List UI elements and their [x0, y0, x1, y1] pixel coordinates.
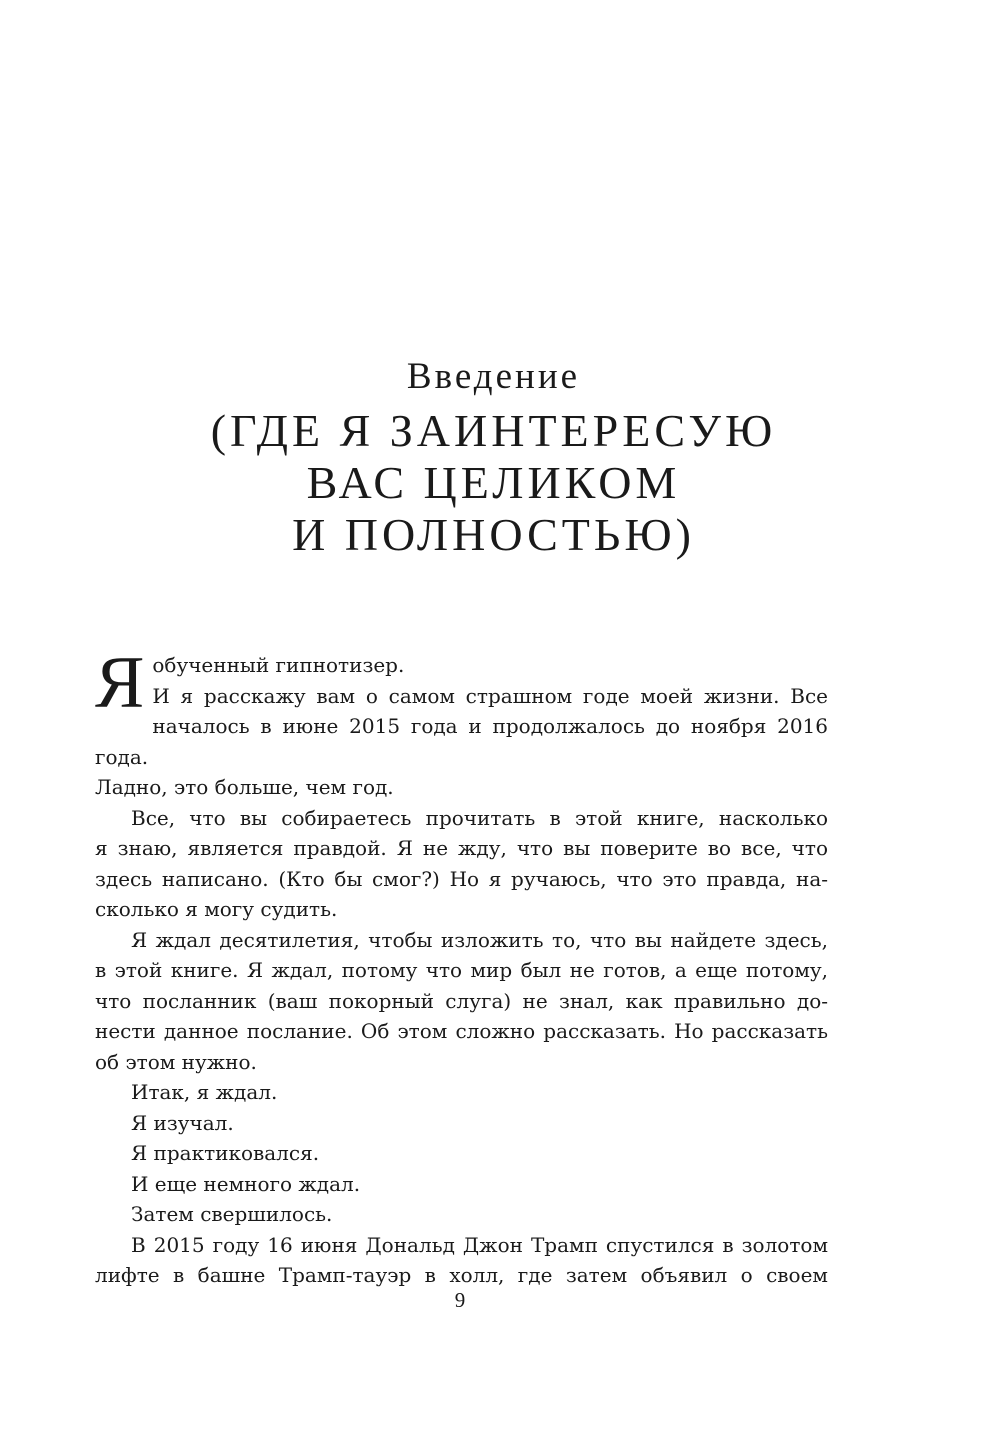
- page-number: 9: [454, 1288, 466, 1312]
- chapter-heading: [0, 355, 987, 561]
- subtitle-line: (ГДЕ Я ЗАИНТЕРЕСУЮ: [210, 405, 777, 456]
- text-line: об этом нужно.: [95, 1049, 257, 1074]
- text-line: лифте в башне Трамп-тауэр в холл, где затем объявил о своем: [95, 1263, 828, 1287]
- paragraph: [95, 1077, 828, 1108]
- text-line: я знаю, является правдой. Я не жду, что вы поверите во все, что: [95, 836, 828, 860]
- text-line: нести данное послание. Об этом сложно рассказать. Но рассказать: [95, 1019, 828, 1043]
- text-line: И я расскажу вам о самом страшном годе моей жизни. Все: [152, 683, 828, 708]
- paragraph: [95, 1230, 828, 1291]
- text-line: Я практиковался.: [131, 1141, 320, 1165]
- text-line: здесь написано. (Кто бы смог?) Но я ручаюсь, что это правда, на-: [95, 866, 828, 891]
- text-line: Затем свершилось.: [131, 1202, 333, 1226]
- subtitle-line: ВАС ЦЕЛИКОМ: [306, 457, 681, 508]
- text-line: в этой книге. Я ждал, потому что мир был не готов, а еще потому,: [95, 958, 828, 982]
- paragraph: [95, 803, 828, 925]
- text-line: Ладно, это больше, чем год.: [95, 775, 394, 799]
- paragraph: [95, 1169, 828, 1200]
- subtitle-line: И ПОЛНОСТЬЮ): [292, 509, 695, 560]
- text-line: Все, что вы собираетесь прочитать в этой книге, насколько: [131, 805, 828, 830]
- intro-paragraph: [95, 642, 828, 803]
- text-line: Итак, я ждал.: [131, 1080, 278, 1104]
- chapter-subtitle: [0, 405, 987, 561]
- text-line: началось в июне 2015 года и продолжалось до ноября 2016 года.: [95, 714, 828, 769]
- paragraph: [95, 1108, 828, 1139]
- text-line: сколько я могу судить.: [95, 897, 338, 921]
- chapter-title: Введение: [406, 356, 581, 397]
- text-line: Я изучал.: [131, 1110, 234, 1135]
- paragraph: [95, 1199, 828, 1230]
- text-line: обученный гипнотизер.: [152, 653, 405, 677]
- text-line: И еще немного ждал.: [131, 1171, 361, 1196]
- text-line: что посланник (ваш покорный слуга) не знал, как правильно до-: [95, 988, 828, 1013]
- body-text: [95, 642, 828, 1291]
- text-line: Я ждал десятилетия, чтобы изложить то, что вы найдете здесь,: [131, 927, 828, 952]
- drop-cap: Я: [95, 642, 145, 724]
- paragraph: [95, 925, 828, 1078]
- text-line: В 2015 году 16 июня Дональд Джон Трамп спустился в золотом: [131, 1232, 828, 1257]
- paragraph: [95, 1138, 828, 1169]
